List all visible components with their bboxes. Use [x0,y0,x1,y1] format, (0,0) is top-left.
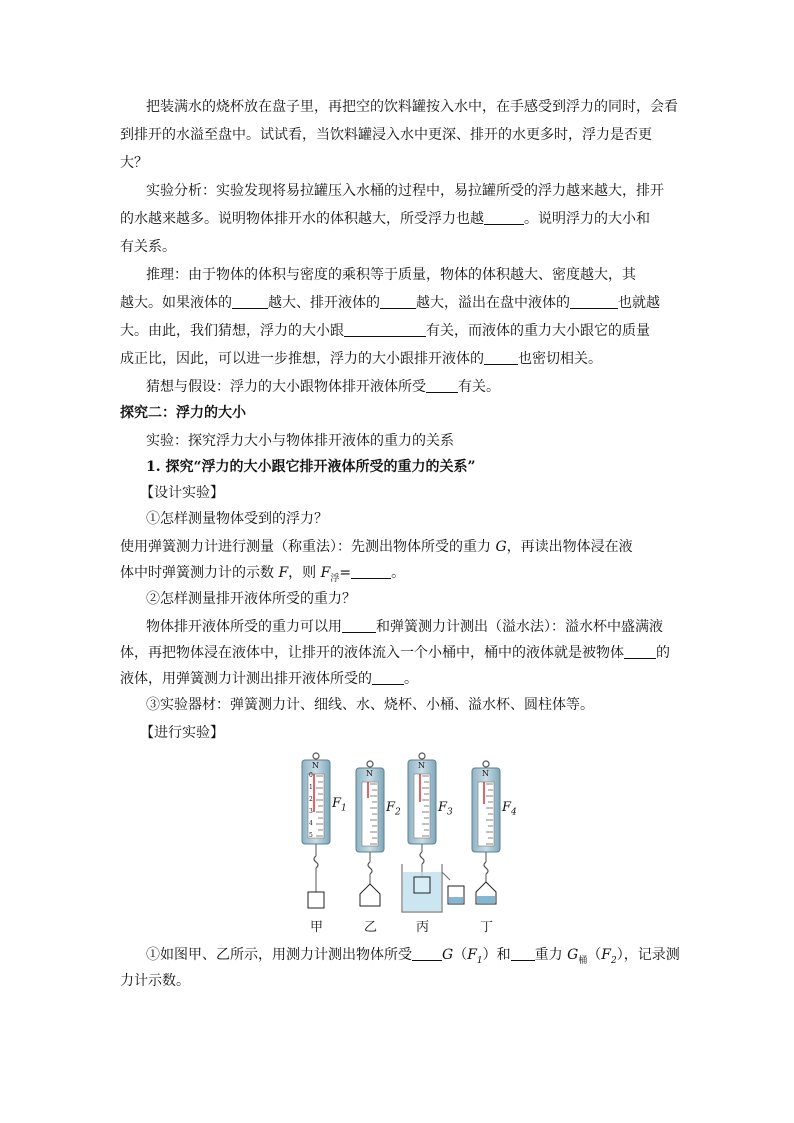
scale-ding [472,761,500,904]
text: 成正比，因此，可以进一步推想，浮力的大小跟排开液体的 [120,351,484,367]
text: ）和 [482,947,511,963]
tick-label: 4 [309,820,313,827]
text: 越大，溢出在盘中液体的 [416,295,570,311]
text: 越大。如果液体的 [120,295,232,311]
text: 。 [404,671,418,687]
fill-blank[interactable] [342,618,376,633]
fill-blank[interactable] [232,294,268,309]
experiment-line: 实验：探究浮力大小与物体排开液体的重力的关系 [146,433,454,449]
var-F1 [467,947,483,966]
var-G: G [495,539,507,555]
method-2-line-2 [120,644,670,662]
method-1-line-1 [120,538,633,556]
para-3-line-1: 推理：由于物体的体积与密度的乘积等于质量，物体的体积越大、密度越大，其 [146,267,636,283]
para-3-line-4 [120,350,602,368]
step-1-line-1 [146,946,680,970]
text: 也密切相关。 [518,351,602,367]
figure-label-bing: 丙 [416,920,430,935]
method-2-line-3 [120,670,418,688]
subscript-2: 2 [611,955,617,966]
text: 猜想与假设：浮力的大小跟物体排开液体所受 [146,379,426,395]
text: 和弹簧测力计测出（溢水法）：溢水杯中盛满液 [376,619,663,635]
text: ①如图甲、乙所示，用测力计测出物体所受 [146,947,412,963]
para-2-line-1: 实验分析：实验发现将易拉罐压入水桶的过程中，易拉罐所受的浮力越来越大，排开 [146,183,664,199]
var-F: F [278,565,289,581]
hypothesis-line [146,378,500,396]
para-1-line-1: 把装满水的烧杯放在盘子里，再把空的饮料罐按入水中，在手感受到浮力的同时，会看 [146,99,678,115]
text: = [339,565,352,581]
fill-blank[interactable] [372,670,404,685]
figure-label-ding: 丁 [480,920,494,935]
tick-label: 0 [309,772,313,779]
fill-blank[interactable] [344,322,426,337]
para-3-line-3 [120,322,650,340]
subscript: 浮 [330,573,340,584]
unit-label-4: N [482,769,489,778]
fill-blank[interactable] [380,294,416,309]
scale-jia [302,753,330,908]
force-label-F4: $F_4$ [502,800,517,818]
subscript: 桶 [578,955,588,966]
question-2: ②怎样测量排开液体所受的重力？ [146,591,356,607]
var-G-bucket: G [567,947,579,963]
spring-scale-diagram [290,752,530,932]
para-2-line-3 [120,238,176,256]
text: 体中时弹簧测力计的示数 [120,565,279,581]
tick-label: 1 [309,784,313,791]
unit-label-3: N [418,761,425,770]
text: ，则 [288,565,321,581]
text: 有关。 [458,379,500,395]
fill-blank[interactable] [484,350,518,365]
force-label-F1: $F_1$ [332,796,347,814]
equipment-line: ③实验器材：弹簧测力计、细线、水、烧杯、小桶、溢水杯、圆柱体等。 [146,697,594,713]
fill-blank[interactable] [624,644,656,659]
text: 液体，用弹簧测力计测出排开液体所受的 [120,671,372,687]
text: 越大、排开液体的 [268,295,380,311]
tick-label: 2 [309,796,313,803]
text: ，再读出物体浸在液 [506,539,633,555]
text: ），记录测 [616,947,680,963]
text: 物体排开液体所受的重力可以用 [146,619,342,635]
fill-blank[interactable] [570,294,618,309]
scale-bing [402,753,464,912]
para-3-line-2 [120,294,660,312]
para-2-line-2 [120,210,650,228]
fill-blank[interactable] [351,564,391,579]
method-2-line-1 [146,618,663,636]
procedure-heading: 【进行实验】 [140,725,224,741]
text: 的 [656,645,670,661]
para-1-line-3: 大？ [120,155,148,171]
var-F-buoyant: F [320,565,331,581]
text: 大。由此，我们猜想，浮力的大小跟 [120,323,344,339]
var-F: F [467,947,477,963]
tick-label: 3 [309,808,313,815]
unit-label-2: N [366,769,373,778]
fill-blank[interactable] [412,946,442,961]
scale-yi [356,761,384,906]
design-heading: 【设计实验】 [140,485,224,501]
force-label-F2: $F_2$ [386,800,401,818]
fill-blank[interactable] [426,378,458,393]
subscript-1: 1 [476,955,483,966]
var-G: G [442,947,454,963]
section-heading: 探究二：浮力的大小 [120,405,246,421]
force-label-F3: $F_3$ [438,800,453,818]
text: 有关系。 [120,239,176,255]
figure-label-jia: 甲 [310,920,324,935]
text: 重力 [534,947,568,963]
figure-label-yi: 乙 [364,920,378,935]
var-F2 [601,947,617,966]
text: 使用弹簧测力计进行测量（称重法）：先测出物体所受的重力 [120,539,496,555]
tick-label: 5 [309,832,313,839]
text: （ [453,947,468,963]
fill-blank[interactable] [484,210,524,225]
spring-scale-figure [290,752,530,935]
unit-label-1: N [312,761,319,770]
text: 也就越 [618,295,660,311]
para-1-line-2: 到排开的水溢至盘中。试试看，当饮料罐浸入水中更深、排开的水更多时，浮力是否更 [120,127,652,143]
subsection-heading: 1. 探究“浮力的大小跟它排开液体所受的重力的关系” [146,459,476,475]
method-1-line-2 [120,564,405,588]
step-1-line-2: 力计示数。 [120,973,190,989]
text: （ [587,947,602,963]
text: 。说明浮力的大小和 [524,211,650,227]
text: 有关，而液体的重力大小跟它的质量 [426,323,650,339]
text: 体，再把物体浸在液体中，让排开的液体流入一个小桶中，桶中的液体就是被物体 [120,645,624,661]
fill-blank[interactable] [511,946,535,961]
text: 的水越来越多。说明物体排开水的体积越大，所受浮力也越 [120,211,484,227]
text: 。 [391,565,406,581]
var-F: F [601,947,612,963]
question-1: ①怎样测量物体受到的浮力？ [146,511,328,527]
